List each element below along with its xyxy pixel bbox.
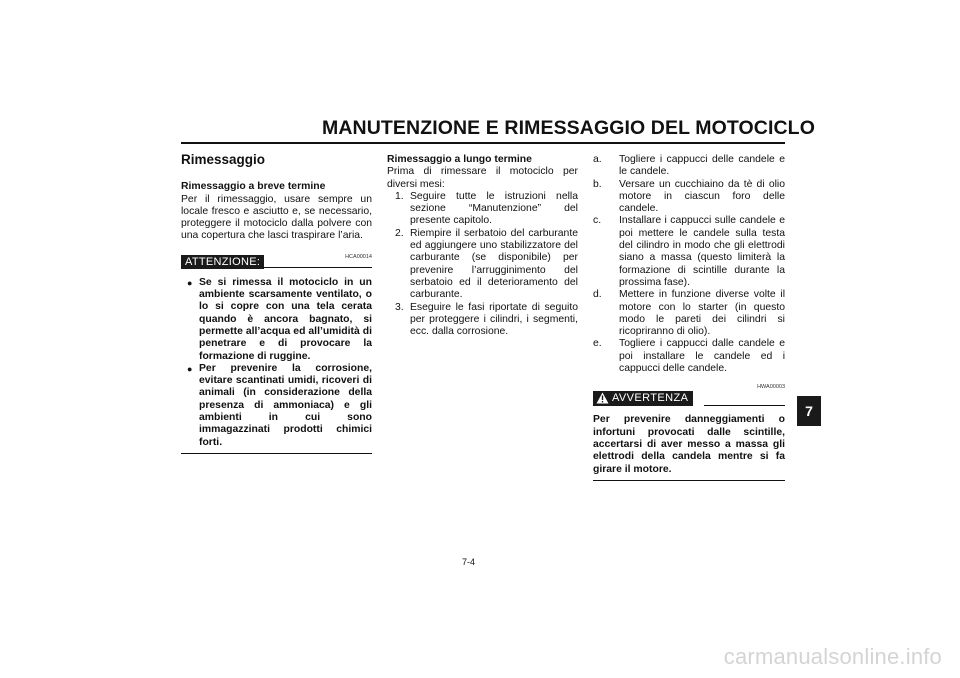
substep-item (593, 215, 785, 289)
substep-letter: d. (593, 289, 602, 301)
attention-item (181, 277, 372, 363)
substep-text: Versare un cucchiaino da tè di olio motore in ciascun foro delle candele. (619, 178, 785, 215)
column-3 (593, 154, 785, 481)
long-term-title: Rimessaggio a lungo termine (387, 154, 532, 165)
header-rule (181, 142, 785, 144)
warning-label: AVVERTENZA (612, 392, 689, 405)
warning-code: HWA00003 (757, 384, 785, 391)
substep-text: Mettere in funzione diverse volte il motore con lo starter (in questo modo le pareti dei cilindri si ricopriranno di olio). (619, 289, 785, 338)
notice-end-rule (181, 453, 372, 454)
substeps-list (593, 154, 785, 375)
notice-rule (263, 267, 372, 268)
watermark: carmanualsonline.info (723, 644, 942, 669)
substep-letter: e. (593, 338, 602, 350)
column-1 (181, 154, 372, 454)
bullet-icon: ● (187, 277, 193, 288)
chapter-tab: 7 (797, 396, 821, 426)
warning-header (593, 381, 785, 409)
substep-text: Installare i cappucci sulle candele e poi mettere le candele sulla testa del cilindro in modo che gli elettrodi siano a massa (questo limiterà la formazione di scintille durante la prossima fase). (619, 215, 785, 288)
step-text: Seguire tutte le istruzioni nella sezione “Manutenzione” del presente capitolo. (410, 190, 578, 227)
attention-notice-header (181, 251, 372, 271)
attention-item (181, 363, 372, 449)
step-item (387, 302, 578, 339)
column-2 (387, 154, 578, 338)
page-header-title: MANUTENZIONE E RIMESSAGGIO DEL MOTOCICLO (322, 117, 815, 139)
substep-item (593, 179, 785, 216)
step-text: Riempire il serbatoio del carburante ed aggiungere uno stabilizzatore del carburante (se disponibile) per prevenire l’arrugginimento del serbatoio ed il deterioramento del carburante. (410, 227, 578, 301)
substep-letter: a. (593, 154, 602, 165)
short-term-title: Rimessaggio a breve termine (181, 181, 326, 193)
step-number: 2. (395, 227, 404, 239)
section-title: Rimessaggio (181, 152, 266, 167)
attention-item-text: Per prevenire la corrosione, evitare scantinati umidi, ricoveri di animali (in considerazione della presenza di ammoniaca) e gli ambienti in cui sono immagazzinati prodotti chimici forti. (199, 362, 372, 448)
substep-item (593, 338, 785, 375)
warning-text: Per prevenire danneggiamenti o infortuni provocati dalle scintille, accertarsi di aver messo a massa gli elettrodi della candela mentre si fa girare il motore. (593, 414, 785, 475)
warning-end-rule (593, 480, 785, 481)
step-number: 1. (395, 190, 404, 202)
attention-badge: ATTENZIONE: (181, 255, 264, 269)
step-number: 3. (395, 301, 404, 313)
attention-item-text: Se si rimessa il motociclo in un ambiente scarsamente ventilato, o lo si copre con una tela cerata quando è ancora bagnato, si permette all’acqua ed all’umidità di penetrare e di provocare la formazione di ruggine. (199, 276, 372, 362)
notice-code: HCA00014 (345, 253, 372, 260)
substep-text: Togliere i cappucci delle candele e le candele. (619, 154, 785, 178)
substep-item (593, 289, 785, 338)
substep-letter: b. (593, 178, 602, 190)
page-number: 7-4 (462, 557, 476, 567)
attention-list (181, 277, 372, 449)
step-item (387, 191, 578, 228)
short-term-text: Per il rimessaggio, usare sempre un locale fresco e asciutto e, se necessario, proteggere il motociclo dalla polvere con una copertura che lasci traspirare l’aria. (181, 193, 372, 242)
warning-triangle-icon (596, 392, 609, 404)
warning-rule (704, 405, 785, 406)
warning-badge (593, 391, 693, 405)
step-text: Eseguire le fasi riportate di seguito per proteggere i cilindri, i segmenti, ecc. dalla corrosione. (410, 301, 578, 338)
bullet-icon: ● (187, 363, 193, 374)
substep-item (593, 154, 785, 179)
substep-letter: c. (593, 215, 602, 227)
steps-list (387, 191, 578, 339)
long-term-intro: Prima di rimessare il motociclo per diversi mesi: (387, 166, 578, 190)
step-item (387, 228, 578, 302)
substep-text: Togliere i cappucci dalle candele e poi installare le candele ed i cappucci delle candele. (619, 338, 785, 375)
